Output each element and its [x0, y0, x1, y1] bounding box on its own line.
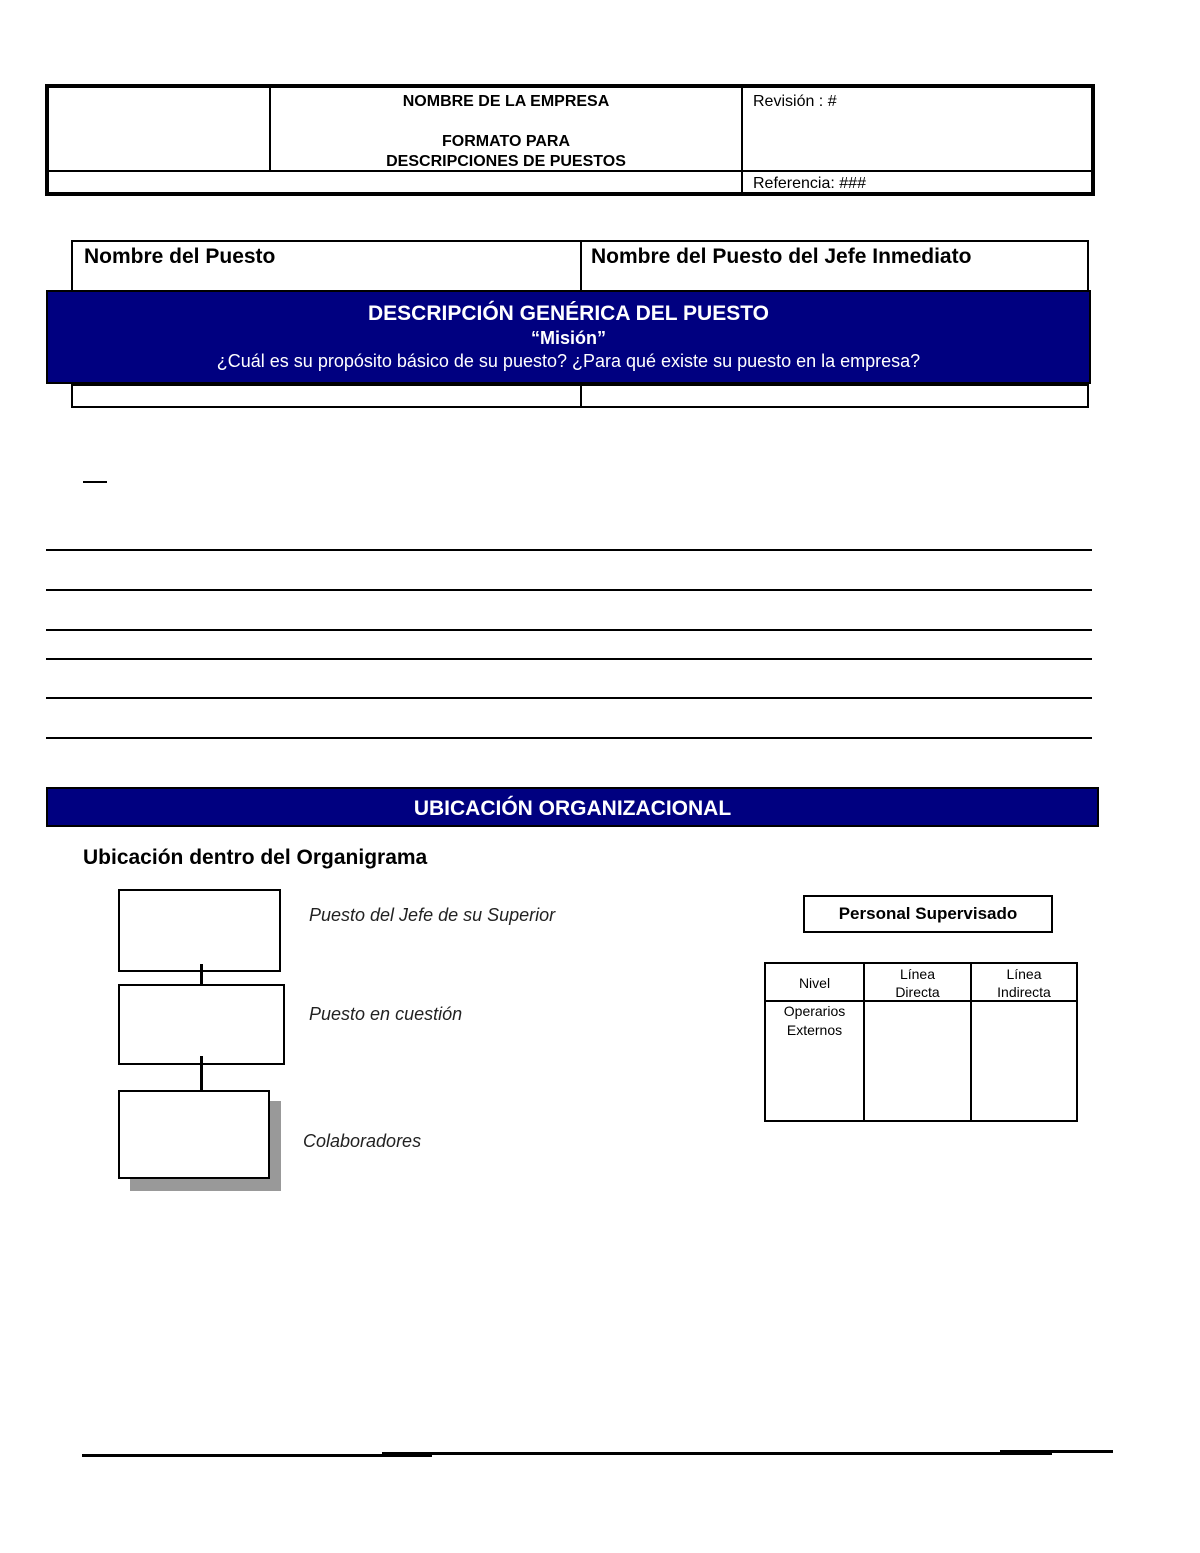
col-indirect-header-1: Línea	[1006, 966, 1042, 982]
footer-line	[382, 1452, 1052, 1455]
logo-cell	[49, 88, 269, 170]
generic-description-band	[46, 290, 1091, 384]
boss-position-label: Nombre del Puesto del Jefe Inmediato	[591, 245, 972, 268]
col-level-header: Nivel	[798, 975, 831, 991]
format-title-line1: FORMATO PARA	[442, 133, 570, 150]
header-col-divider-2	[741, 88, 743, 192]
supervised-personnel-table	[764, 962, 1078, 1122]
short-dash	[83, 481, 107, 483]
mission-subtitle: “Misión”	[531, 328, 606, 348]
org-box-boss-superior[interactable]	[118, 889, 281, 972]
mission-question: ¿Cuál es su propósito básico de su puesto? ¿Para qué existe su puesto en la empresa?	[216, 351, 921, 371]
row-level-1: Operarios	[783, 1003, 846, 1019]
footer-line	[82, 1454, 432, 1457]
indirect-line-field[interactable]	[972, 1002, 1076, 1120]
org-box-collaborators[interactable]	[118, 1090, 270, 1179]
organizational-location-title: UBICACIÓN ORGANIZACIONAL	[413, 797, 732, 820]
position-name-field[interactable]	[73, 386, 579, 406]
writing-line[interactable]	[46, 589, 1092, 591]
company-name: NOMBRE DE LA EMPRESA	[402, 93, 610, 110]
writing-line[interactable]	[46, 629, 1092, 631]
col-direct-header-1: Línea	[899, 966, 936, 982]
format-title-line2: DESCRIPCIONES DE PUESTOS	[386, 153, 626, 170]
col-direct-header-2: Directa	[895, 984, 940, 1000]
col-indirect-header-2: Indirecta	[997, 984, 1051, 1000]
boss-superior-label: Puesto del Jefe de su Superior	[309, 905, 556, 925]
org-connector	[200, 1056, 203, 1092]
writing-line[interactable]	[46, 697, 1092, 699]
org-box-current-position[interactable]	[118, 984, 285, 1065]
writing-line[interactable]	[46, 737, 1092, 739]
writing-line[interactable]	[46, 549, 1092, 551]
document-header	[45, 84, 1095, 196]
boss-position-field[interactable]	[582, 386, 1087, 406]
current-position-label: Puesto en cuestión	[309, 1004, 463, 1024]
organizational-location-band	[46, 787, 1099, 827]
direct-line-field[interactable]	[865, 1002, 970, 1120]
revision-field[interactable]: Revisión : #	[753, 93, 837, 110]
footer-line	[1000, 1450, 1113, 1453]
row-level-2: Externos	[786, 1022, 843, 1038]
generic-description-title: DESCRIPCIÓN GENÉRICA DEL PUESTO	[367, 302, 769, 325]
reference-field[interactable]: Referencia: ###	[753, 175, 866, 192]
position-name-label: Nombre del Puesto	[84, 245, 276, 268]
collaborators-label: Colaboradores	[303, 1131, 422, 1151]
supervised-personnel-title: Personal Supervisado	[803, 895, 1053, 933]
writing-line[interactable]	[46, 658, 1092, 660]
org-chart-section-title: Ubicación dentro del Organigrama	[83, 846, 428, 869]
